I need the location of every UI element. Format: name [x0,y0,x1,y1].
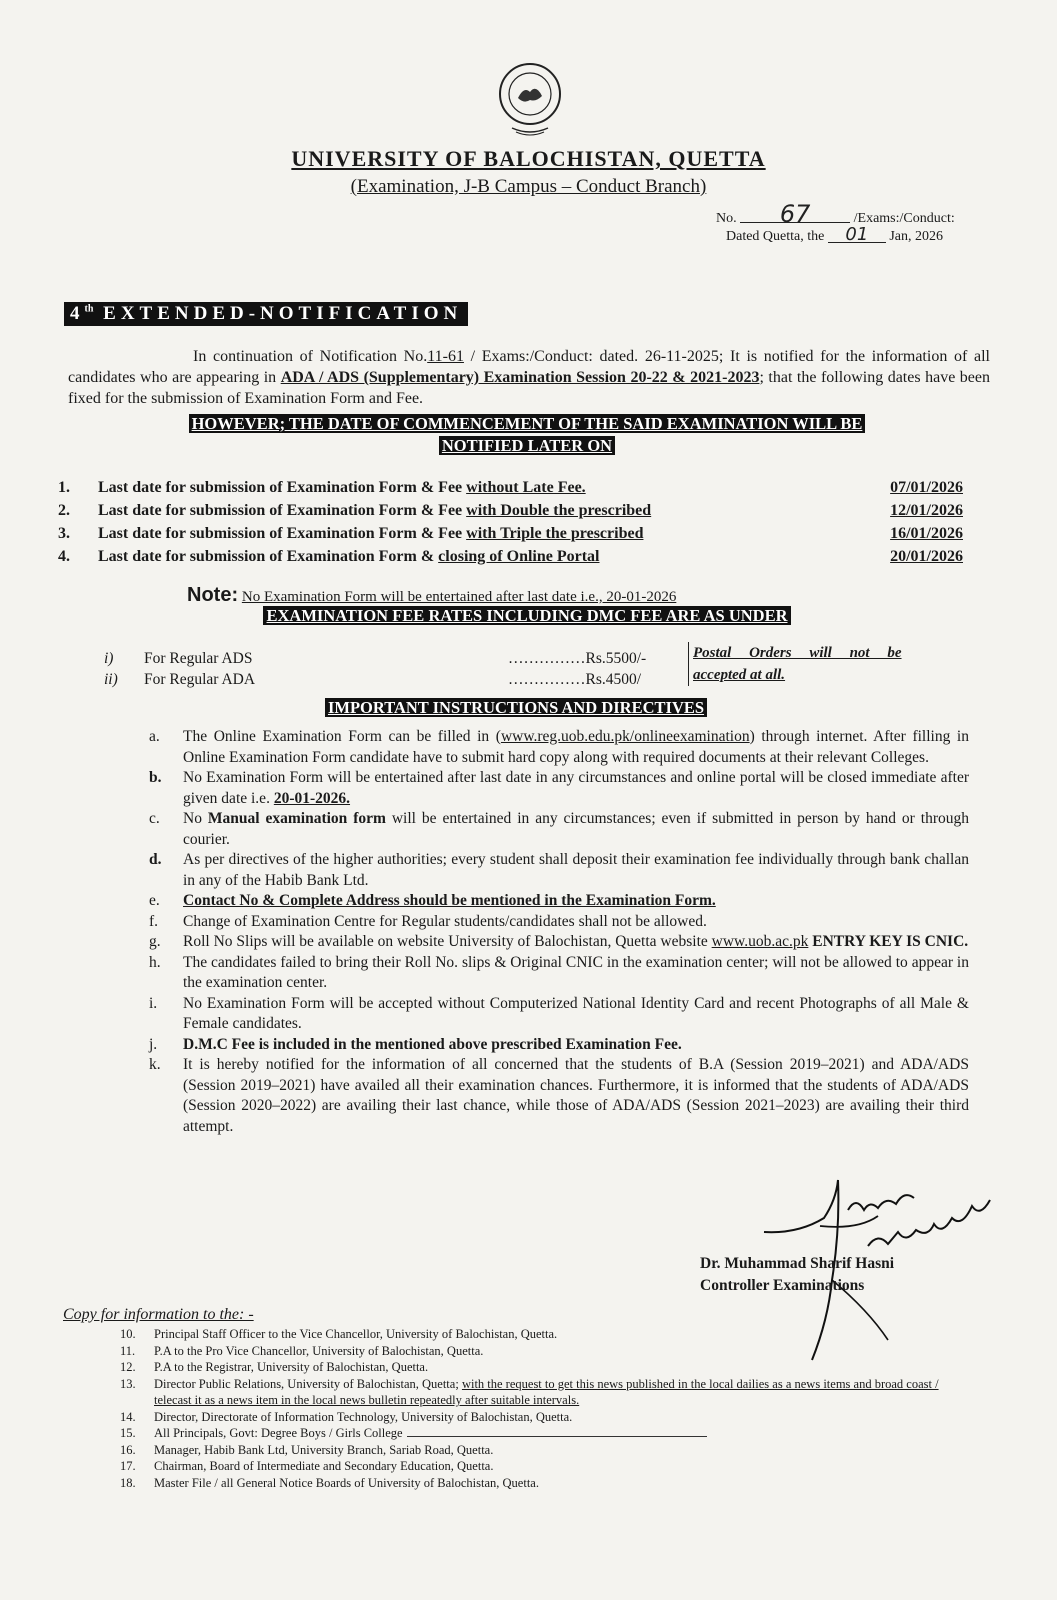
copy-item: 15. All Principals, Govt: Degree Boys / Girls College [120,1425,970,1442]
fee-row: ii) For Regular ADA ……………Rs.4500/ [104,671,642,688]
copy-item: 18. Master File / all General Notice Boards of University of Balochistan, Quetta. [120,1475,539,1490]
deadline-row: 2. Last date for submission of Examination Form & Fee with Double the prescribed 12/01/2026 [58,502,963,519]
copy-item: 13. Director Public Relations, University of Balochistan, Quetta; with the request to get this news published in the local dailies as a news items and broad coast / telecast it as a news item in the local news bulletin repeatedly after suitable intervals. [120,1376,939,1407]
deadline-date: 07/01/2026 [890,479,963,496]
deadline-date: 12/01/2026 [890,502,963,519]
however-notice-line2: NOTIFIED LATER ON [106,436,948,456]
university-title: UNIVERSITY OF BALOCHISTAN, QUETTA [291,146,766,171]
instruction-item: g. Roll No Slips will be available on website University of Balochistan, Quetta website www.uob.ac.pk ENTRY KEY IS CNIC. [149,933,969,950]
extended-notification-banner: 4th EXTENDED-NOTIFICATION [64,302,468,326]
copy-item: 11. P.A to the Pro Vice Chancellor, University of Balochistan, Quetta. [120,1343,484,1358]
copy-item: 10. Principal Staff Officer to the Vice Chancellor, University of Balochistan, Quetta. [120,1327,558,1341]
postal-orders-note: Postal Orders will not be accepted at all. [688,642,935,686]
instruction-item: i. No Examination Form will be accepted without Computerized National Identity Card and recent Photographs of all Male & Female candidates. [149,994,969,1032]
instructions-heading: IMPORTANT INSTRUCTIONS AND DIRECTIVES [286,698,746,718]
reference-date: Dated Quetta, the 01 Jan, 2026 [726,224,944,245]
signatory-name: Dr. Muhammad Sharif Hasni [700,1255,895,1272]
instructions-list [149,727,969,1137]
notification-paragraph: In continuation of Notification No.11-61 / Exams:/Conduct: dated. 26-11-2025; It is notified for the information of all candidates who are appearing in ADA / ADS (Supplementary) Examination Session 20-22 & 2021-2023; that the following dates have been fixed for the submission of Examination Form and Fee. [68,348,991,407]
deadline-date: 16/01/2026 [890,525,963,542]
fee-rates-list [104,650,704,692]
reference-date-day: 01 [828,228,886,243]
copy-to-list [120,1326,970,1491]
copy-to-heading: Copy for information to the: - [63,1306,254,1323]
instruction-item: j. D.M.C Fee is included in the mentioned above prescribed Examination Fee. [149,1035,682,1053]
deadline-date: 20/01/2026 [890,548,963,565]
instruction-item: f. Change of Examination Centre for Regular students/candidates shall not be allowed. [149,912,707,930]
deadline-list [58,479,963,571]
instruction-item: d. As per directives of the higher authorities; every student shall deposit their examination fee individually through bank challan in any of the Habib Bank Ltd. [149,851,969,889]
deadline-row: 4. Last date for submission of Examination Form & closing of Online Portal 20/01/2026 [58,548,963,565]
online-form-link: www.reg.uob.edu.pk/onlineexamination [500,728,750,745]
copy-item: 16. Manager, Habib Bank Ltd, University Branch, Sariab Road, Quetta. [120,1442,494,1457]
instruction-item: b. No Examination Form will be entertained after last date in any circumstances and online portal will be closed immediate after given date i.e. 20-01-2026. [149,769,969,807]
reference-number-value: 67 [740,206,850,223]
instruction-item: h. The candidates failed to bring their Roll No. slips & Original CNIC in the examination center; will not be allowed to appear in the examination center. [149,953,969,991]
fee-row: i) For Regular ADS ……………Rs.5500/- [104,650,647,667]
university-seal-icon [490,58,570,138]
deadline-row: 1. Last date for submission of Examination Form & Fee without Late Fee. 07/01/2026 [58,479,963,496]
instruction-item: a. The Online Examination Form can be filled in (www.reg.uob.edu.pk/onlineexamination) through internet. After filling in Online Examination Form candidate have to submit hard copy along with required documents at their relevant Colleges. [149,728,969,766]
copy-item: 14. Director, Directorate of Information Technology, University of Balochistan, Quetta. [120,1409,573,1424]
deadline-row: 3. Last date for submission of Examination Form & Fee with Triple the prescribed 16/01/2026 [58,525,963,542]
reference-number: No. 67 /Exams:/Conduct: [716,200,955,228]
copy-item: 17. Chairman, Board of Intermediate and Secondary Education, Quetta. [120,1459,494,1473]
note: Note: No Examination Form will be entertained after last date i.e., 20-01-2026 [187,584,677,606]
branch-subtitle: (Examination, J-B Campus – Conduct Branch) [350,176,707,197]
fee-rates-heading: EXAMINATION FEE RATES INCLUDING DMC FEE ARE AS UNDER [106,606,948,626]
however-notice-line1: HOWEVER; THE DATE OF COMMENCEMENT OF THE SAID EXAMINATION WILL BE [106,414,948,434]
signatory-title: Controller Examinations [700,1277,865,1294]
uob-website-link: www.uob.ac.pk [711,933,809,950]
instruction-item: c. No Manual examination form will be entertained in any circumstances; even if submitted in person by hand or through courier. [149,810,969,848]
instruction-item: e. Contact No & Complete Address should be mentioned in the Examination Form. [149,892,716,909]
instruction-item: k. It is hereby notified for the information of all concerned that the students of B.A (Session 2019–2021) and ADA/ADS (Session 2019–2021) have availed all their examination chances. Furthermore, it is informed that the students of ADA/ADS (Session 2020–2022) are availing their last chance, while those of ADA/ADS (Session 2021–2023) are availing their third attempt. [149,1056,969,1135]
copy-item: 12. P.A to the Registrar, University of Balochistan, Quetta. [120,1360,429,1374]
